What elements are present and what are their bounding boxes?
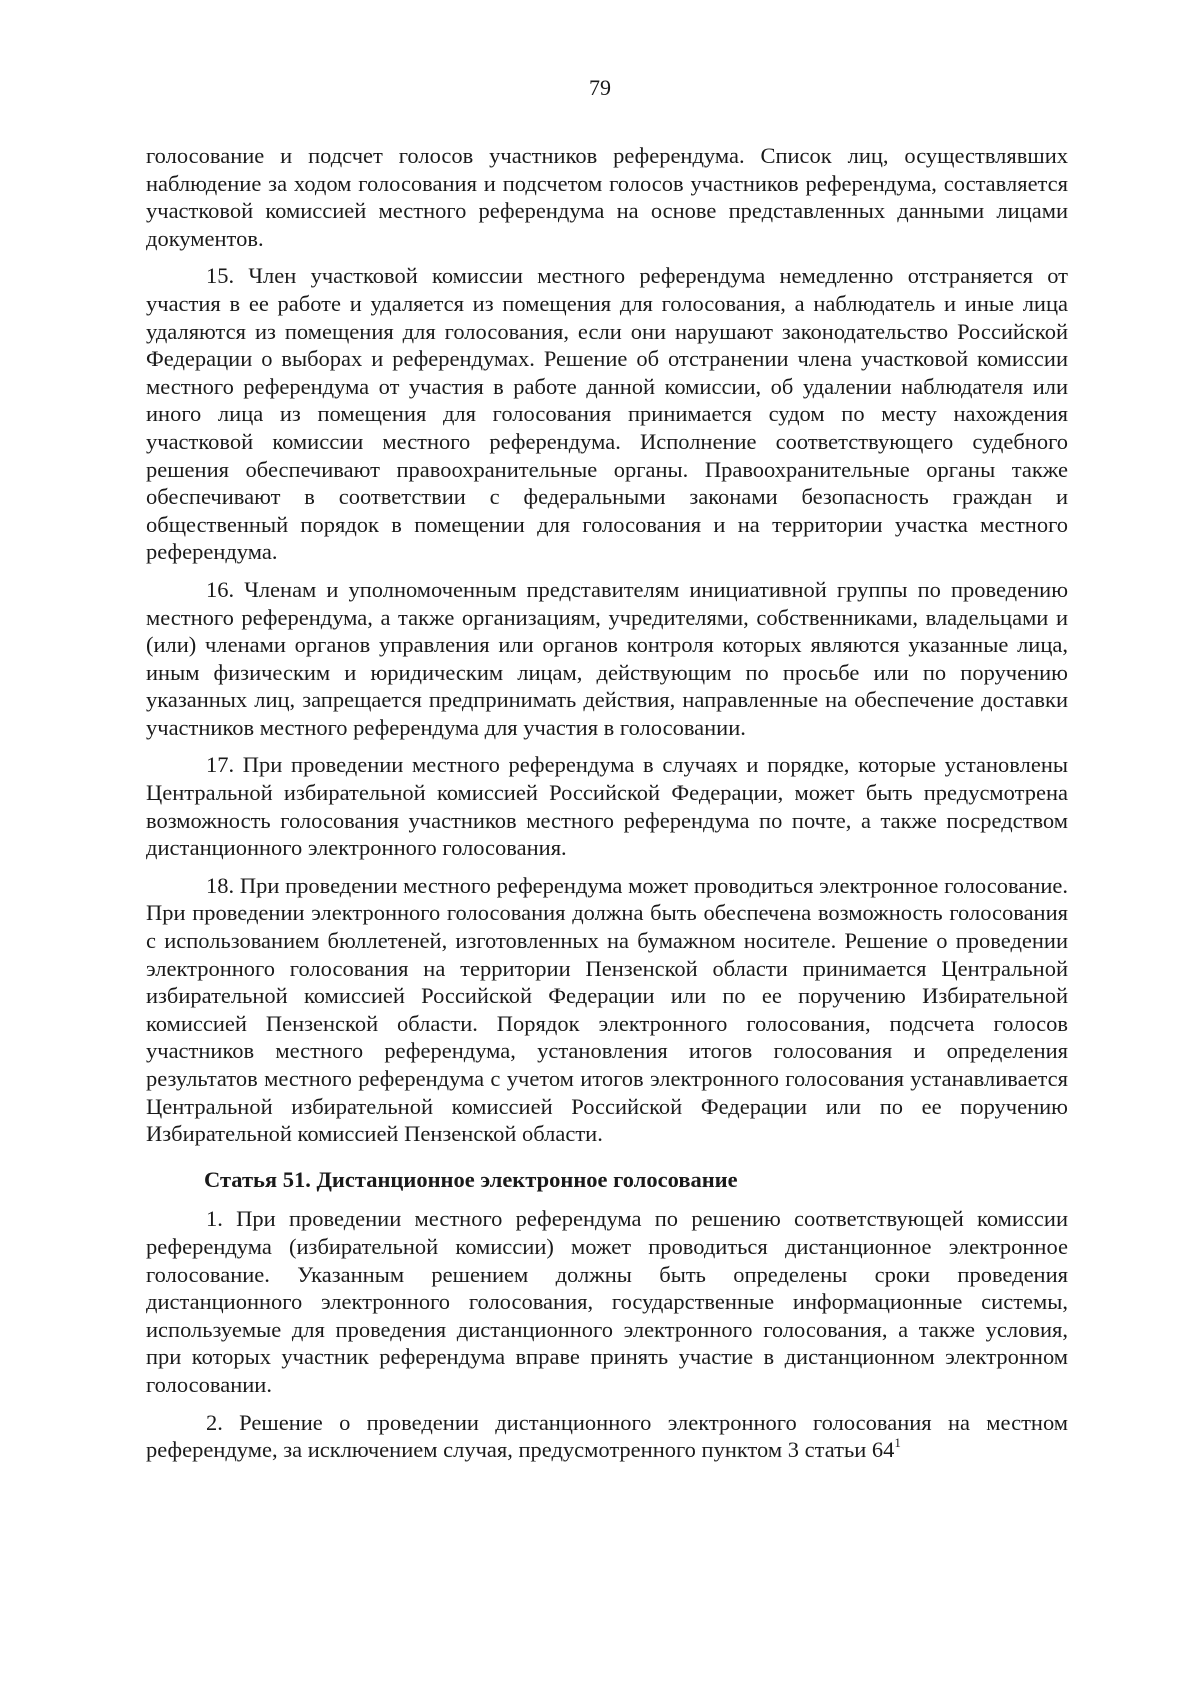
article-reference [872,1437,901,1462]
paragraph-15: 15. Член участковой комиссии местного референдума немедленно отстраняется от участия в ее работе и удаляется из помещения для голосования, а наблюдатель и иные лица удаляются из помещения для голосования, если они нарушают законодательство Российской Федерации о выборах и референдумах. Решение об отстранении члена участковой комиссии местного референдума от участия в работе данной комиссии, об удалении наблюдателя или иного лица из помещения для голосования принимается судом по месту нахождения участковой комиссии местного референдума. Исполнение соответствующего судебного решения обеспечивают правоохранительные органы. Правоохранительные органы также обеспечивают в соответствии с федеральными законами безопасность граждан и общественный порядок в помещении для голосования и на территории участка местного референдума. [146,263,1068,565]
page-number: 79 [589,75,611,100]
article-heading: Статья 51. Дистанционное электронное голосование [204,1166,738,1192]
paragraph-17: 17. При проведении местного референдума в случаях и порядке, которые установлены Центральной избирательной комиссией Российской Федерации, может быть предусмотрена возможность голосования участников местного референдума по почте, а также посредством дистанционного электронного голосования. [146,752,1068,861]
article-paragraph-2 [146,1409,1068,1464]
article-number: 64 [871,1437,895,1463]
document-body [146,142,1068,1474]
article-paragraph-2-text: 2. Решение о проведении дистанционного электронного голосования на местном референдуме, за исключением случая, предусмотренного пунктом 3 статьи [146,1409,1068,1463]
article-paragraph-1: 1. При проведении местного референдума по решению соответствующей комиссии референдума (избирательной комиссии) может проводиться дистанционное электронное голосование. Указанным решением должны быть определены сроки проведения дистанционного электронного голосования, государственные информационные системы, используемые для проведения дистанционного электронного голосования, а также условия, при которых участник референдума вправе принять участие в дистанционном электронном голосовании. [146,1206,1068,1397]
paragraph-18: 18. При проведении местного референдума может проводиться электронное голосование. При проведении электронного голосования должна быть обеспечена возможность голосования с использованием бюллетеней, изготовленных на бумажном носителе. Решение о проведении электронного голосования на территории Пензенской области принимается Центральной избирательной комиссией Российской Федерации или по ее поручению Избирательной комиссией Пензенской области. Порядок электронного голосования, подсчета голосов участников местного референдума, установления итогов голосования и определения результатов местного референдума с учетом итогов электронного голосования устанавливается Центральной избирательной комиссией Российской Федерации или по ее поручению Избирательной комиссией Пензенской области. [146,872,1068,1147]
paragraph-16: 16. Членам и уполномоченным представителям инициативной группы по проведению местного референдума, а также организациям, учредителями, собственниками, владельцами и (или) членами органов управления или органов контроля которых являются указанные лица, иным физическим и юридическим лицам, действующим по просьбе или по поручению указанных лиц, запрещается предпринимать действия, направленные на обеспечение доставки участников местного референдума для участия в голосовании. [146,576,1068,740]
article-number-superscript: 1 [894,1435,901,1451]
paragraph-intro: голосование и подсчет голосов участников референдума. Список лиц, осуществлявших наблюдение за ходом голосования и подсчетом голосов участников референдума, составляется участковой комиссией местного референдума на основе представленных данными лицами документов. [146,143,1068,251]
